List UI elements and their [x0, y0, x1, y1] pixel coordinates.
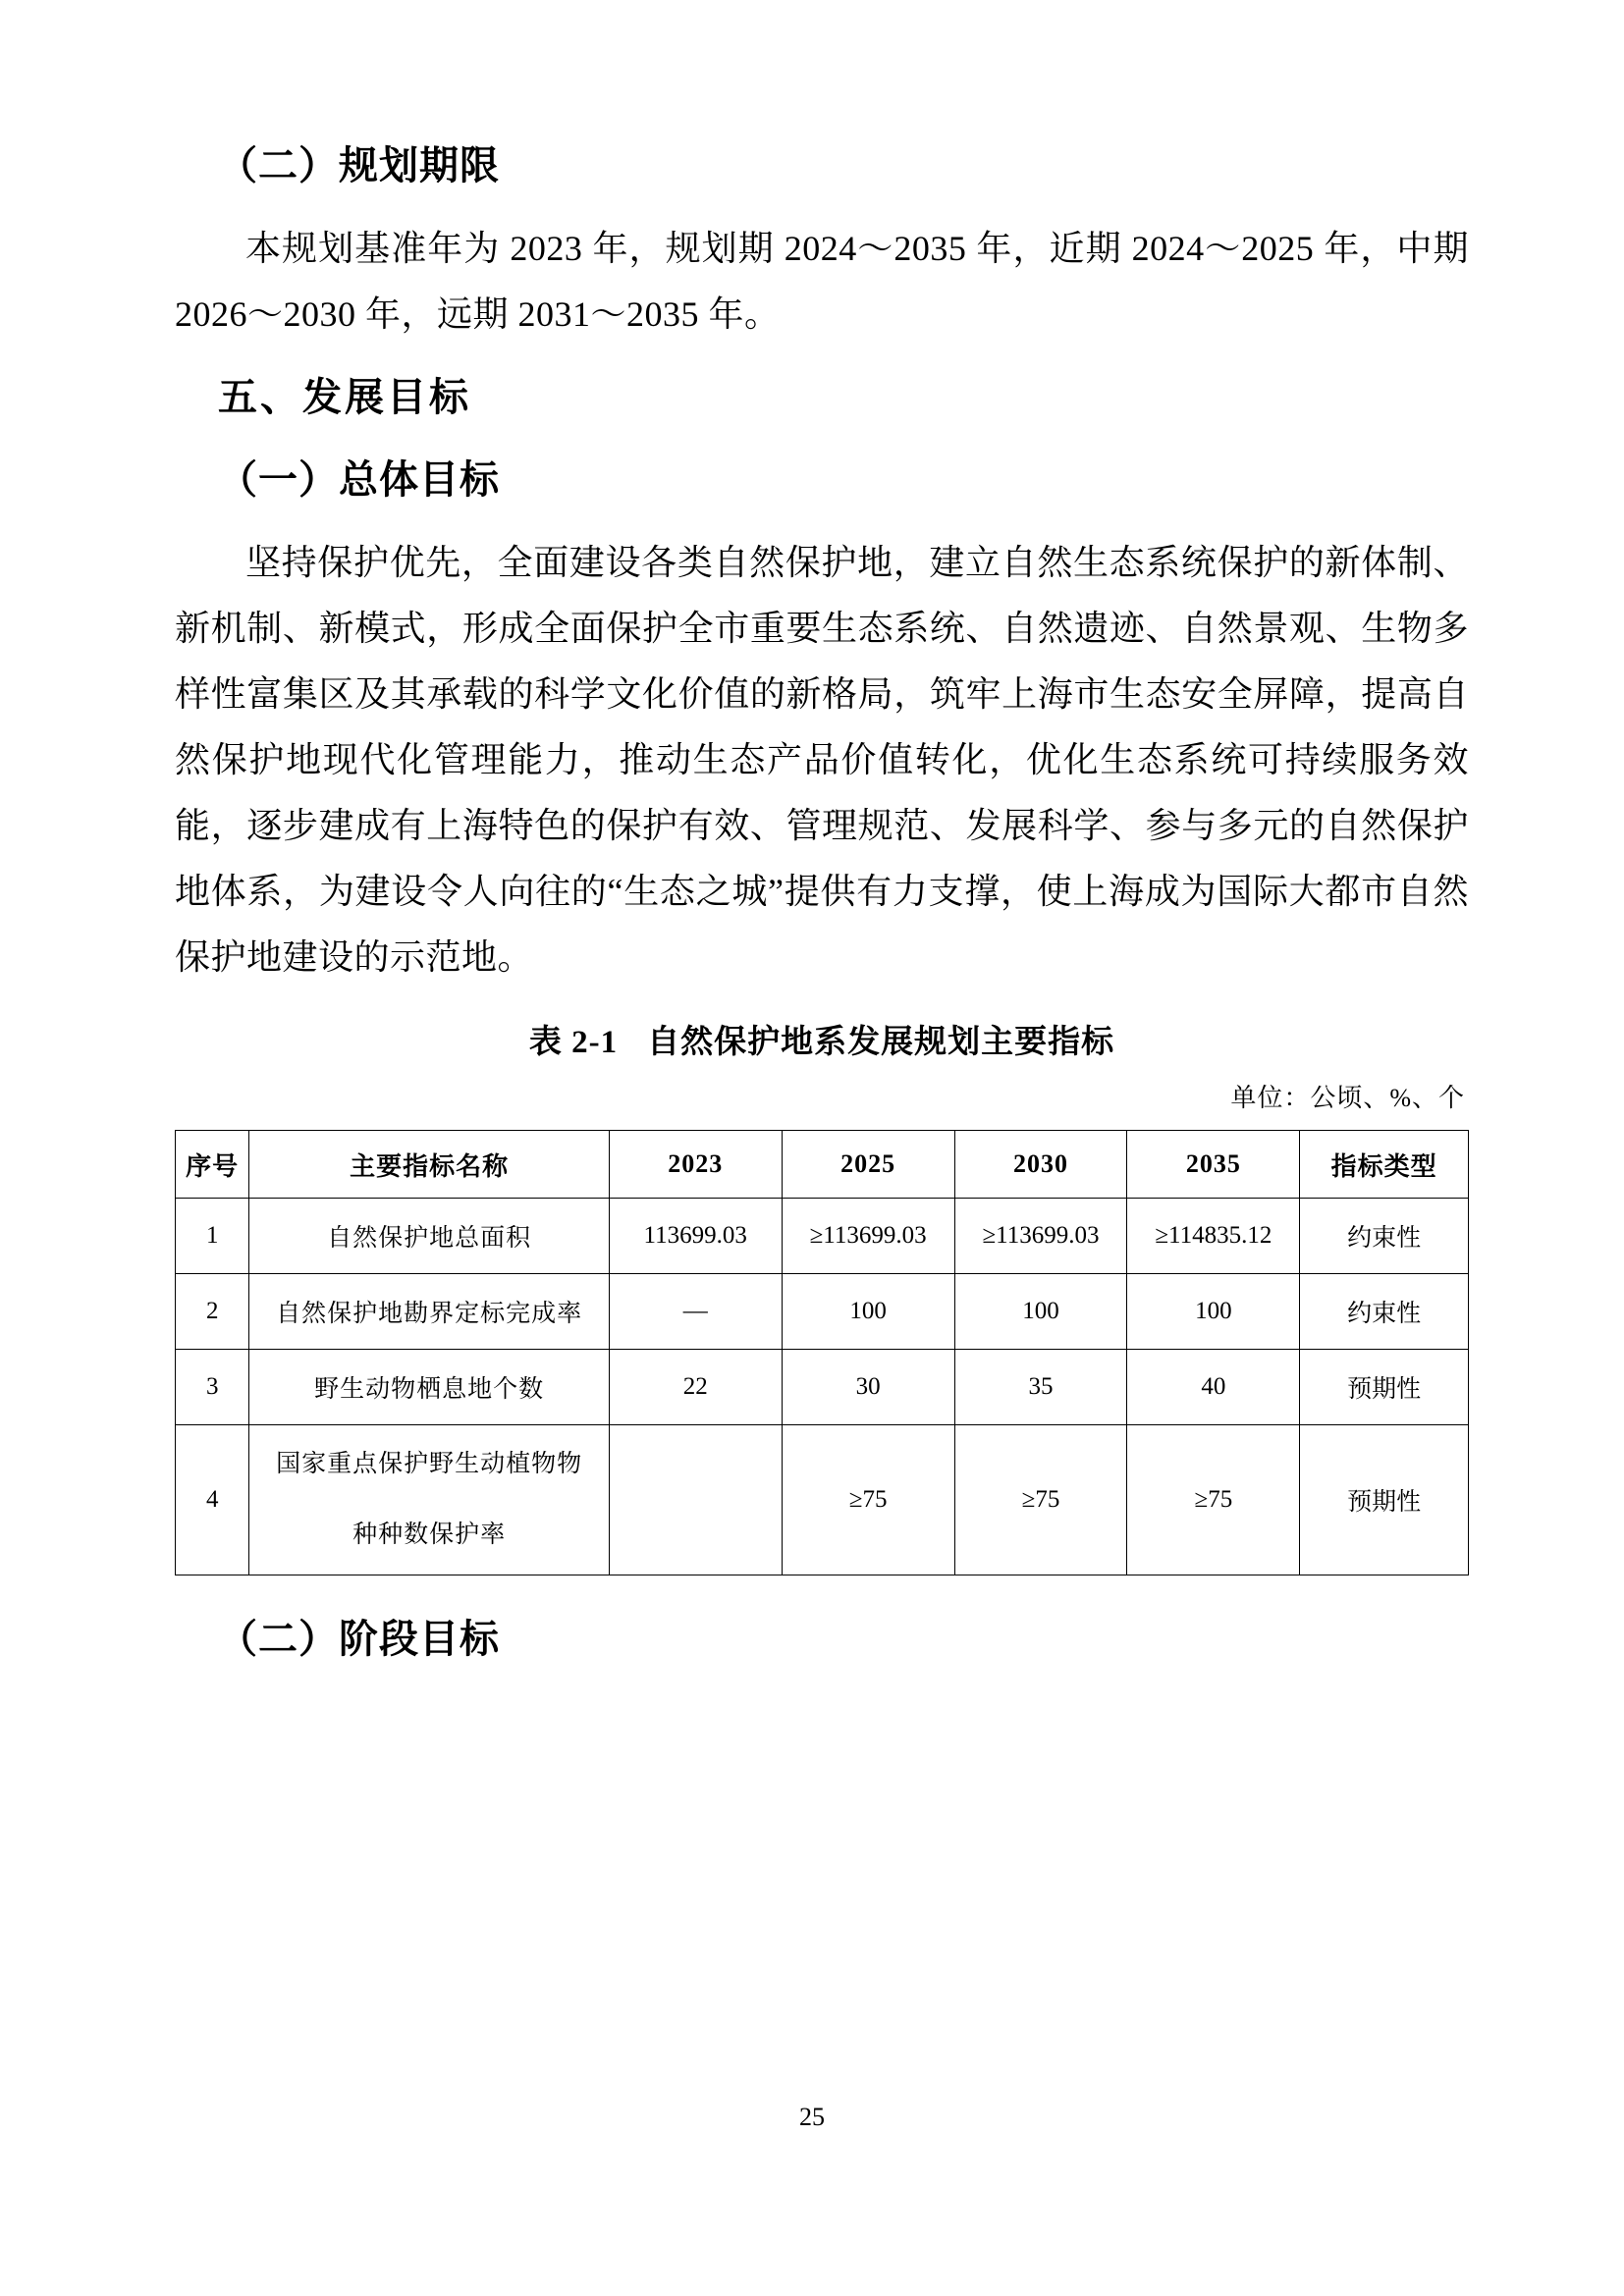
paragraph-overall-goal: 坚持保护优先，全面建设各类自然保护地，建立自然生态系统保护的新体制、新机制、新模式，形成全面保护全市重要生态系统、自然遗迹、自然景观、生物多样性富集区及其承载的科学文化价值的新格局，筑牢上海市生态安全屏障，提高自然保护地现代化管理能力，推动生态产品价值转化，优化生态系统可持续服务效能，逐步建成有上海特色的保护有效、管理规范、发展科学、参与多元的自然保护地体系，为建设令人向往的“生态之城”提供有力支撑，使上海成为国际大都市自然保护地建设的示范地。 — [175, 543, 1469, 977]
cell-no: 4 — [176, 1425, 249, 1575]
cell-type: 约束性 — [1300, 1199, 1469, 1274]
cell-2025: 30 — [782, 1350, 954, 1425]
cell-2025: 100 — [782, 1274, 954, 1350]
cell-no: 1 — [176, 1199, 249, 1274]
cell-name: 自然保护地总面积 — [249, 1199, 609, 1274]
table-row — [176, 1274, 1469, 1350]
cell-no: 2 — [176, 1274, 249, 1350]
cell-2035: ≥114835.12 — [1127, 1199, 1300, 1274]
heading-overall-goal: （一）总体目标 — [218, 457, 500, 502]
header-no: 序号 — [176, 1131, 249, 1199]
page-content — [175, 0, 1469, 1664]
table-row — [176, 1199, 1469, 1274]
cell-2023 — [609, 1425, 782, 1575]
heading-development-goals: 五、发展目标 — [218, 375, 471, 419]
table-caption-title: 自然保护地系发展规划主要指标 — [647, 1025, 1115, 1060]
cell-name-line-2: 种种数保护率 — [352, 1522, 507, 1548]
table-header-row — [176, 1131, 1469, 1199]
table-row — [176, 1350, 1469, 1425]
indicators-table — [175, 1130, 1469, 1575]
page-number: 25 — [799, 2103, 825, 2131]
cell-2035: ≥75 — [1127, 1425, 1300, 1575]
heading-planning-period: （二）规划期限 — [218, 143, 500, 187]
table-caption — [175, 1016, 1469, 1062]
table-caption-label: 表 2-1 — [528, 1025, 619, 1060]
header-2030: 2030 — [954, 1131, 1127, 1199]
cell-2023: — — [609, 1274, 782, 1350]
paragraph-planning-period: 本规划基准年为 2023 年，规划期 2024～2035 年，近期 2024～2025 年，中期 2026～2030 年，远期 2031～2035 年。 — [175, 229, 1469, 334]
cell-2030: ≥113699.03 — [954, 1199, 1127, 1274]
table-row — [176, 1425, 1469, 1575]
cell-name-line-1: 国家重点保护野生动植物物 — [276, 1451, 583, 1477]
header-2025: 2025 — [782, 1131, 954, 1199]
heading-phase-goal: （二）阶段目标 — [218, 1617, 500, 1661]
cell-type: 预期性 — [1300, 1425, 1469, 1575]
cell-2035: 100 — [1127, 1274, 1300, 1350]
cell-2023: 113699.03 — [609, 1199, 782, 1274]
table-unit-note: 单位：公顷、%、个 — [1230, 1084, 1465, 1112]
cell-type: 预期性 — [1300, 1350, 1469, 1425]
cell-name: 自然保护地勘界定标完成率 — [249, 1274, 609, 1350]
cell-2030: 35 — [954, 1350, 1127, 1425]
cell-2035: 40 — [1127, 1350, 1300, 1425]
cell-2030: ≥75 — [954, 1425, 1127, 1575]
header-2035: 2035 — [1127, 1131, 1300, 1199]
cell-name — [249, 1425, 609, 1575]
cell-2025: ≥75 — [782, 1425, 954, 1575]
cell-name: 野生动物栖息地个数 — [249, 1350, 609, 1425]
cell-no: 3 — [176, 1350, 249, 1425]
cell-2023: 22 — [609, 1350, 782, 1425]
header-type: 指标类型 — [1300, 1131, 1469, 1199]
cell-type: 约束性 — [1300, 1274, 1469, 1350]
header-name: 主要指标名称 — [249, 1131, 609, 1199]
cell-2025: ≥113699.03 — [782, 1199, 954, 1274]
header-2023: 2023 — [609, 1131, 782, 1199]
cell-2030: 100 — [954, 1274, 1127, 1350]
